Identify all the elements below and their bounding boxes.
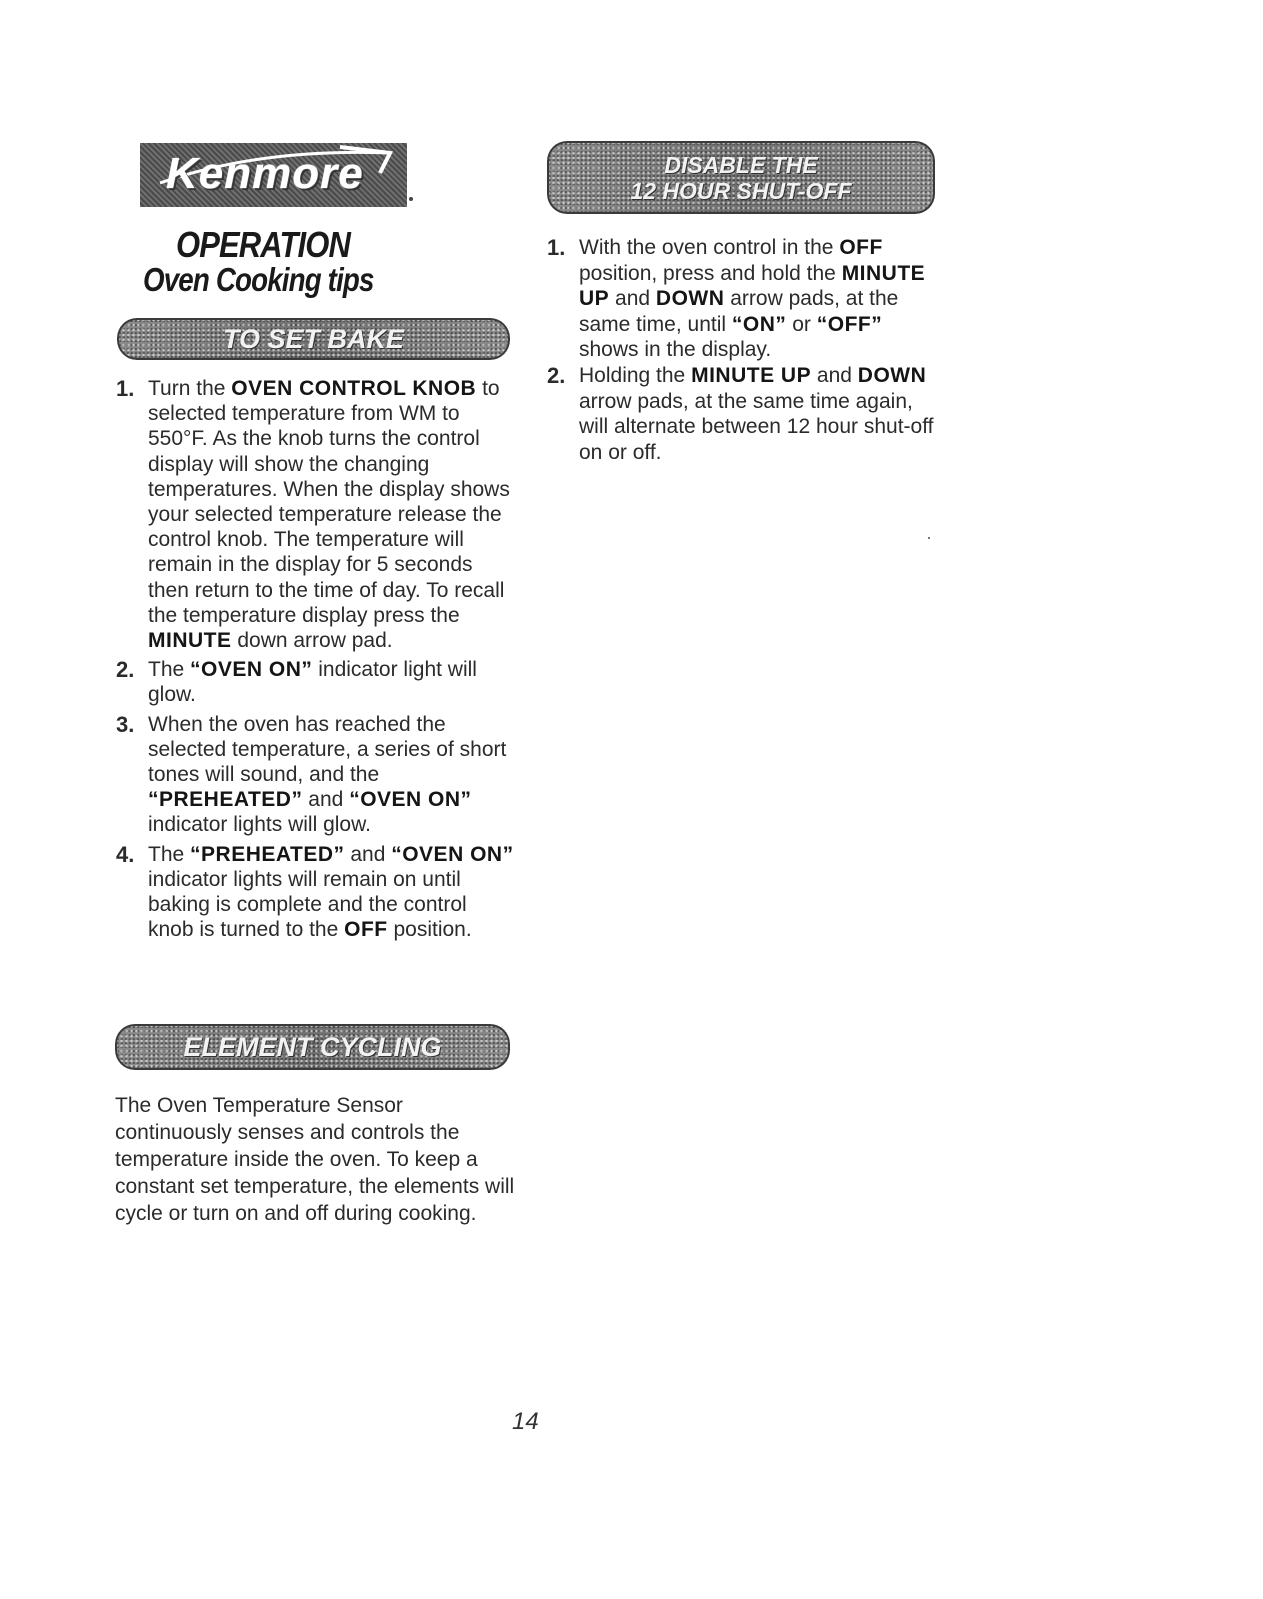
banner-label-line1: DISABLE THE [664, 152, 818, 178]
step-text: Holding the [579, 363, 692, 387]
step-item [116, 657, 516, 707]
set-bake-steps [116, 376, 516, 946]
logo-wordmark: Kenmore [166, 149, 364, 198]
step-item [116, 842, 516, 943]
step-text: shows in the display. [579, 338, 772, 362]
step-emphasis: “PREHEATED” [190, 842, 345, 866]
disable-shutoff-banner [547, 141, 935, 214]
step-text: indicator lights will glow. [148, 813, 371, 837]
section-title: OPERATION [176, 224, 351, 265]
step-number: 2. [547, 362, 566, 388]
step-number: 3. [116, 711, 135, 737]
element-cycling-text: The Oven Temperature Sensor continuously senses and controls the temperature inside the oven. To keep a constant set temperature, the elements will cycle or turn on and off during cooking. [115, 1094, 515, 1225]
step-text: indicator light will glow. [148, 658, 477, 707]
step-emphasis: “ON” [731, 312, 787, 336]
step-number: 1. [116, 376, 135, 401]
step-number: 1. [547, 235, 566, 260]
step-text: and [344, 842, 392, 866]
step-emphasis: OFF [344, 918, 388, 942]
banner-label: ELEMENT CYCLING [183, 1032, 442, 1062]
step-text: position. [387, 918, 472, 942]
banner-label: TO SET BAKE [222, 324, 405, 354]
step-emphasis: MINUTE UP [691, 363, 812, 387]
banner-label-line2: 12 HOUR SHUT-OFF [630, 178, 852, 204]
step-text: down arrow pad. [231, 629, 393, 653]
to-set-bake-banner [117, 318, 510, 360]
step-emphasis: “PREHEATED” [148, 788, 303, 812]
step-text: and [811, 363, 858, 387]
step-text: The [148, 658, 191, 682]
step-emphasis: OFF [839, 236, 883, 259]
scan-speck [928, 537, 930, 539]
page-number: 14 [512, 1408, 539, 1435]
registered-mark-icon [409, 197, 413, 201]
step-emphasis: “OVEN ON” [349, 788, 472, 812]
section-subtitle: Oven Cooking tips [143, 261, 374, 298]
step-text: arrow pads, at the same time again, will alternate between 12 hour shut-off on or off. [579, 389, 934, 464]
step-item [547, 235, 947, 363]
step-emphasis: MINUTE UP [579, 261, 926, 311]
element-cycling-banner [115, 1024, 510, 1070]
step-number: 4. [116, 841, 135, 867]
step-emphasis: DOWN [857, 363, 927, 387]
step-text: and [302, 788, 350, 812]
step-item [116, 712, 516, 838]
step-item [116, 376, 516, 653]
step-emphasis: “OVEN ON” [190, 658, 313, 682]
step-emphasis: DOWN [655, 287, 725, 311]
step-text: With the oven control in the [579, 236, 840, 259]
step-text: position, press and hold the [579, 261, 842, 285]
kenmore-logo [140, 143, 407, 207]
step-emphasis: “OFF” [816, 312, 883, 336]
disable-shutoff-steps [547, 235, 947, 465]
step-text: to selected temperature from WM to 550°F. As the knob turns the control display will show the changing temperatures. When the display shows your selected temperature release the control knob. The temperature will remain in the display for 5 seconds then return to the time of day. To recall the temperature display press the [148, 377, 510, 627]
step-text: The [148, 842, 191, 866]
step-text: and [609, 287, 656, 311]
step-emphasis: MINUTE [148, 629, 232, 653]
step-text: or [786, 312, 817, 336]
step-number: 2. [116, 657, 135, 683]
step-item [547, 363, 947, 465]
step-text: indicator lights will remain on until baking is complete and the control knob is turned to the [148, 867, 467, 942]
step-text: Turn the [148, 377, 232, 400]
step-text: When the oven has reached the selected temperature, a series of short tones will sound, and the [148, 712, 507, 787]
step-emphasis: OVEN CONTROL KNOB [231, 377, 477, 400]
step-emphasis: “OVEN ON” [391, 842, 514, 866]
step-text: arrow pads, at the same time, until [579, 287, 899, 336]
